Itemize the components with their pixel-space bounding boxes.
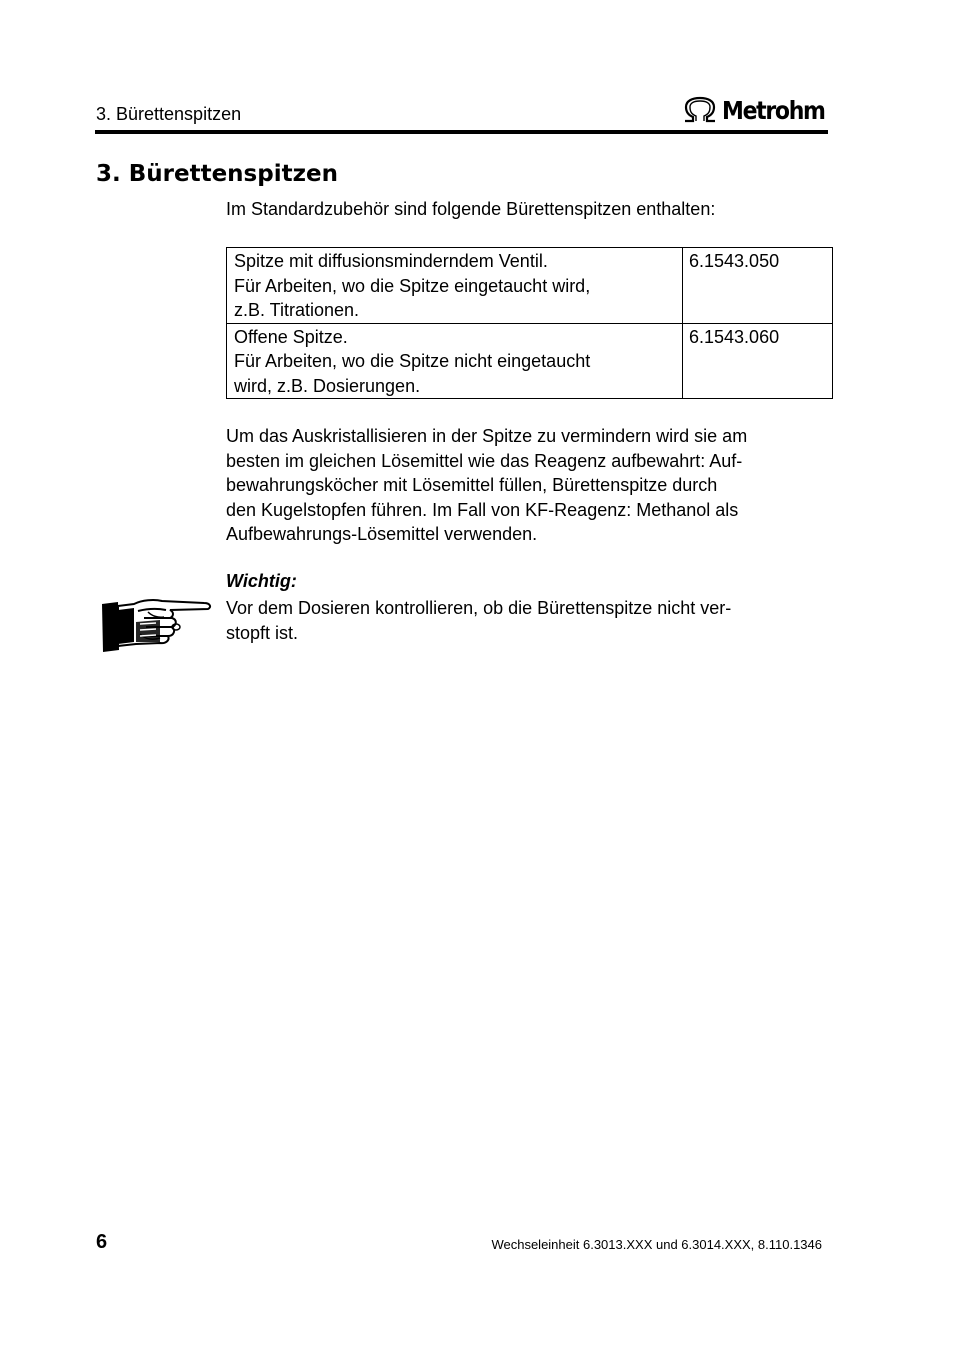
description-line: Für Arbeiten, wo die Spitze eingetaucht wird,: [234, 275, 591, 296]
section-title: 3. Bürettenspitzen: [96, 161, 338, 187]
note-label: Wichtig:: [226, 571, 297, 591]
pointing-hand-icon: [100, 596, 214, 654]
note-text: [226, 596, 826, 645]
storage-instructions: [226, 424, 831, 547]
body-line: den Kugelstopfen führen. Im Fall von KF-Reagenz: Methanol als: [226, 499, 739, 520]
page-number: 6: [96, 1231, 108, 1253]
description-line: z.B. Titrationen.: [234, 300, 360, 320]
burette-tips-table: [226, 247, 833, 399]
part-number: 6.1543.050: [683, 248, 833, 324]
table-row: [227, 323, 833, 399]
document-reference: Wechseleinheit 6.3013.XXX und 6.3014.XXX, 8.110.1346: [491, 1237, 822, 1252]
running-header-title: 3. Bürettenspitzen: [96, 104, 242, 124]
note-line: stopft ist.: [226, 622, 299, 643]
description-line: Spitze mit diffusionsminderndem Ventil.: [234, 251, 548, 271]
omega-logo-icon: [682, 96, 718, 124]
tip-description: [227, 248, 683, 324]
description-line: wird, z.B. Dosierungen.: [234, 375, 421, 396]
part-number: 6.1543.060: [683, 323, 833, 399]
intro-text: Im Standardzubehör sind folgende Bürettenspitzen enthalten:: [226, 199, 716, 219]
header-rule: [95, 130, 828, 134]
body-line: Um das Auskristallisieren in der Spitze zu vermindern wird sie am: [226, 426, 748, 446]
note-line: Vor dem Dosieren kontrollieren, ob die Bürettenspitze nicht ver-: [226, 598, 732, 618]
body-line: besten im gleichen Lösemittel wie das Reagenz aufbewahrt: Auf-: [226, 450, 743, 471]
body-line: Aufbewahrungs-Lösemittel verwenden.: [226, 524, 538, 544]
body-line: bewahrungsköcher mit Lösemittel füllen, Bürettenspitze durch: [226, 475, 718, 495]
table-row: [227, 248, 833, 324]
description-line: Für Arbeiten, wo die Spitze nicht eingetaucht: [234, 351, 591, 371]
logo-wordmark: Metrohm: [722, 95, 825, 125]
tip-description: [227, 323, 683, 399]
description-line: Offene Spitze.: [234, 326, 348, 347]
metrohm-logo: [682, 94, 839, 126]
